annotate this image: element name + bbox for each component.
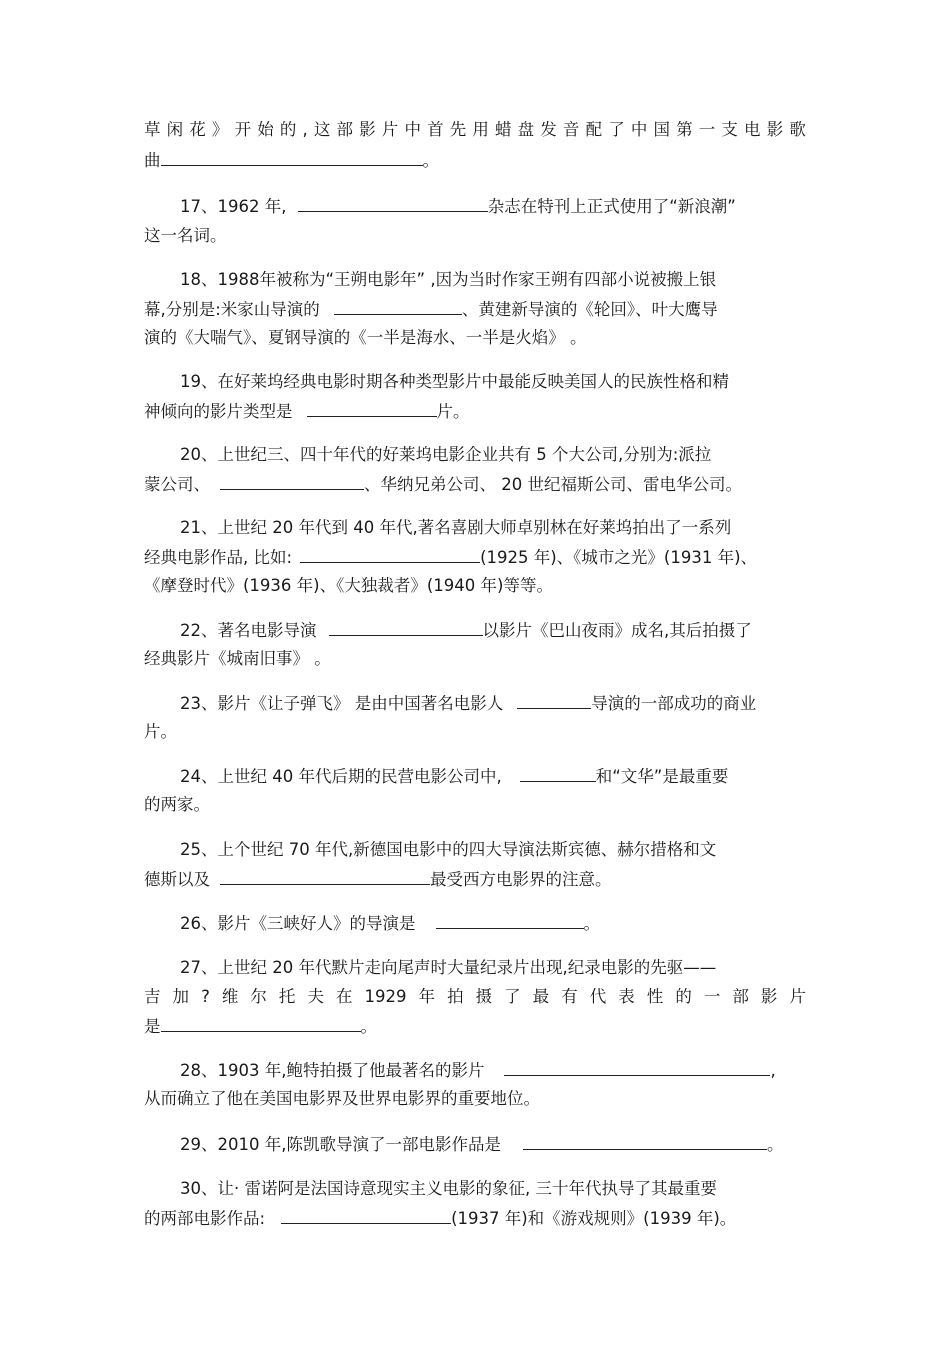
text-glyph: 性 <box>646 987 664 1006</box>
text-glyph: 发 <box>540 120 557 139</box>
text-glyph: 花 <box>189 120 206 139</box>
q19-text: 神倾向的影片类型是 <box>144 402 293 421</box>
text-glyph: 盘 <box>517 120 535 139</box>
q25-line1 <box>180 838 716 862</box>
answer-blank[interactable] <box>220 867 430 885</box>
q21-text: 《摩登时代》(1936 年)、《大独裁者》(1940 年)等等。 <box>144 576 553 595</box>
text-glyph: 表 <box>618 987 635 1006</box>
text-glyph: 夫 <box>307 987 324 1006</box>
q20-line1 <box>180 443 711 467</box>
q18-line1 <box>180 268 716 292</box>
q22-text: 以影片《巴山夜雨》成名,其后拍摄了 <box>482 621 752 640</box>
q24-line2 <box>144 793 210 817</box>
text-glyph: 了 <box>504 987 521 1006</box>
text-glyph: 中 <box>404 120 421 139</box>
q29-text: 。 <box>766 1135 784 1154</box>
text-glyph: 影 <box>760 987 778 1006</box>
text-glyph: 始 <box>257 120 274 139</box>
answer-blank[interactable] <box>161 1014 361 1032</box>
q27-line1 <box>180 956 716 980</box>
text-glyph: 托 <box>278 987 296 1006</box>
q17-text: 杂志在特刊上正式使用了“新浪潮” <box>487 197 736 216</box>
q27-text-end: 。 <box>360 1017 377 1036</box>
text-glyph: 的 <box>675 987 692 1006</box>
text-glyph: 》 <box>211 120 229 139</box>
q21-line1 <box>180 516 731 540</box>
q28-text: , <box>770 1061 776 1080</box>
answer-blank[interactable] <box>220 472 364 490</box>
q16-line2 <box>144 148 439 172</box>
q27-line2 <box>144 985 806 1009</box>
text-glyph: 影 <box>766 120 784 139</box>
text-glyph: 片 <box>381 120 399 139</box>
answer-blank[interactable] <box>300 545 480 563</box>
q26-line1 <box>180 911 600 935</box>
q23-text: 导演的一部成功的商业 <box>591 694 757 713</box>
q25-text: 最受西方电影界的注意。 <box>430 870 612 889</box>
q28-text: 从而确立了他在美国电影界及世界电影界的重要地位。 <box>144 1089 540 1108</box>
q23-line1 <box>180 691 756 715</box>
q24-line1 <box>180 764 728 788</box>
q19-text: 片。 <box>436 402 470 421</box>
text-glyph: 片 <box>789 987 806 1006</box>
answer-blank[interactable] <box>329 618 483 636</box>
q17-number: 17、1962 年, <box>180 197 287 216</box>
q21-text: 21、上世纪 20 年代到 40 年代,著名喜剧大师卓别林在好莱坞拍出了一系列 <box>180 518 732 537</box>
q24-text: 24、上世纪 40 年代后期的民营电影公司中, <box>180 767 502 786</box>
q28-line1 <box>180 1058 776 1082</box>
q22-line2 <box>144 647 331 671</box>
q28-text: 28、1903 年,鲍特拍摄了他最著名的影片 <box>180 1061 485 1080</box>
q19-text: 19、在好莱坞经典电影时期各种类型影片中最能反映美国人的民族性格和精 <box>180 372 729 391</box>
q27-text: 27、上世纪 20 年代默片走向尾声时大量纪录片出现,纪录电影的先驱—— <box>180 958 717 977</box>
text-glyph: 拍 <box>447 987 464 1006</box>
q19-line2 <box>144 399 470 423</box>
q23-text: 23、影片《让子弹飞》 是由中国著名电影人 <box>180 694 504 713</box>
q16-text: 曲 <box>144 151 161 170</box>
q16-line1 <box>144 118 806 142</box>
q30-text: 的两部电影作品: <box>144 1209 266 1228</box>
q26-text: 。 <box>583 914 600 933</box>
q19-line1 <box>180 370 729 394</box>
text-glyph: 国 <box>653 120 670 139</box>
q23-line2 <box>144 720 177 744</box>
text-glyph: 吉 <box>144 987 161 1006</box>
q22-text: 经典影片《城南旧事》 。 <box>144 649 331 668</box>
q17-line2 <box>144 224 227 248</box>
q21-line3 <box>144 574 553 598</box>
q23-text: 片。 <box>144 722 177 741</box>
q20-line2 <box>144 472 742 496</box>
text-glyph: 在 <box>335 987 353 1006</box>
text-glyph: 首 <box>427 120 444 139</box>
q30-line1 <box>180 1177 717 1201</box>
answer-blank[interactable] <box>334 297 462 315</box>
text-glyph: 用 <box>472 120 489 139</box>
answer-blank[interactable] <box>298 194 488 212</box>
q30-text: 30、让· 雷诺阿是法国诗意现实主义电影的象征, 三十年代执导了其最重要 <box>180 1179 717 1198</box>
answer-blank[interactable] <box>504 1058 770 1076</box>
q29-line1 <box>180 1132 783 1156</box>
text-glyph: 摄 <box>475 987 493 1006</box>
q18-text: 演的《大喘气》、夏钢导演的《一半是海水、一半是火焰》 。 <box>144 328 587 347</box>
text-glyph: 1929 <box>364 987 407 1006</box>
answer-blank[interactable] <box>307 399 437 417</box>
q17-line1 <box>180 194 736 218</box>
text-glyph: ? <box>201 987 210 1006</box>
text-glyph: 开 <box>234 120 252 139</box>
q27-line3 <box>144 1014 377 1038</box>
text-glyph: 歌 <box>789 120 806 139</box>
text-glyph: 先 <box>449 120 467 139</box>
text-glyph: 中 <box>630 120 648 139</box>
q21-line2 <box>144 545 757 569</box>
text-glyph: 草 <box>144 120 161 139</box>
text-glyph: 这 <box>313 120 331 139</box>
text-glyph: 部 <box>732 987 749 1006</box>
q27-text: 是 <box>144 1017 161 1036</box>
answer-blank[interactable] <box>517 691 591 709</box>
q25-text: 25、上个世纪 70 年代,新德国电影中的四大导演法斯宾德、赫尔措格和文 <box>180 840 717 859</box>
q22-line1 <box>180 618 752 642</box>
q21-text: (1925 年)、《城市之光》(1931 年)、 <box>480 548 758 567</box>
q25-line2 <box>144 867 612 891</box>
q30-text: (1937 年)和《游戏规则》(1939 年)。 <box>451 1209 737 1228</box>
answer-blank[interactable] <box>520 764 596 782</box>
q29-text: 29、2010 年,陈凯歌导演了一部电影作品是 <box>180 1135 501 1154</box>
text-glyph: 代 <box>589 987 607 1006</box>
q18-line3 <box>144 326 587 350</box>
q18-text: 18、1988年被称为“王朔电影年” ,因为当时作家王朔有四部小说被搬上银 <box>180 270 717 289</box>
text-glyph: 音 <box>562 120 580 139</box>
q24-text: 和“文华”是最重要 <box>595 767 729 786</box>
q30-line2 <box>144 1206 736 1230</box>
q22-text: 22、著名电影导演 <box>180 621 317 640</box>
answer-blank[interactable] <box>281 1206 451 1224</box>
text-glyph: 配 <box>585 120 603 139</box>
text-glyph: 支 <box>721 120 738 139</box>
text-glyph: 部 <box>336 120 354 139</box>
q18-line2 <box>144 297 718 321</box>
text-glyph: 一 <box>698 120 716 139</box>
text-glyph: 有 <box>561 987 578 1006</box>
text-glyph: 加 <box>172 987 190 1006</box>
q20-text: 20、上世纪三、四十年代的好莱坞电影企业共有 5 个大公司,分别为:派拉 <box>180 445 712 464</box>
text-glyph: 蜡 <box>495 120 512 139</box>
q20-text: 蒙公司、 <box>144 475 210 494</box>
q24-text: 的两家。 <box>144 795 210 814</box>
answer-blank[interactable] <box>436 911 584 929</box>
text-glyph: , <box>302 120 308 139</box>
text-glyph: 第 <box>676 120 693 139</box>
q18-text: 幕,分别是:米家山导演的 <box>144 300 320 319</box>
text-glyph: 电 <box>744 120 761 139</box>
q26-text: 26、影片《三峡好人》的导演是 <box>180 914 416 933</box>
answer-blank[interactable] <box>523 1132 767 1150</box>
q16-text-end: 。 <box>422 151 439 170</box>
q20-text: 、华纳兄弟公司、 20 世纪福斯公司、雷电华公司。 <box>364 475 742 494</box>
text-glyph: 最 <box>532 987 550 1006</box>
q18-text: 、黄建新导演的《轮回》、叶大鹰导 <box>461 300 718 319</box>
text-glyph: 的 <box>279 120 297 139</box>
q21-text: 经典电影作品, 比如: <box>144 548 293 567</box>
text-glyph: 影 <box>359 120 376 139</box>
text-glyph: 尔 <box>250 987 267 1006</box>
q25-text: 德斯以及 <box>144 870 210 889</box>
text-glyph: 一 <box>703 987 721 1006</box>
answer-blank[interactable] <box>161 148 423 166</box>
text-glyph: 年 <box>418 987 436 1006</box>
text-glyph: 维 <box>221 987 239 1006</box>
q28-line2 <box>144 1087 540 1111</box>
q17-text-cont: 这一名词。 <box>144 226 227 245</box>
text-glyph: 闲 <box>166 120 184 139</box>
text-glyph: 了 <box>608 120 625 139</box>
